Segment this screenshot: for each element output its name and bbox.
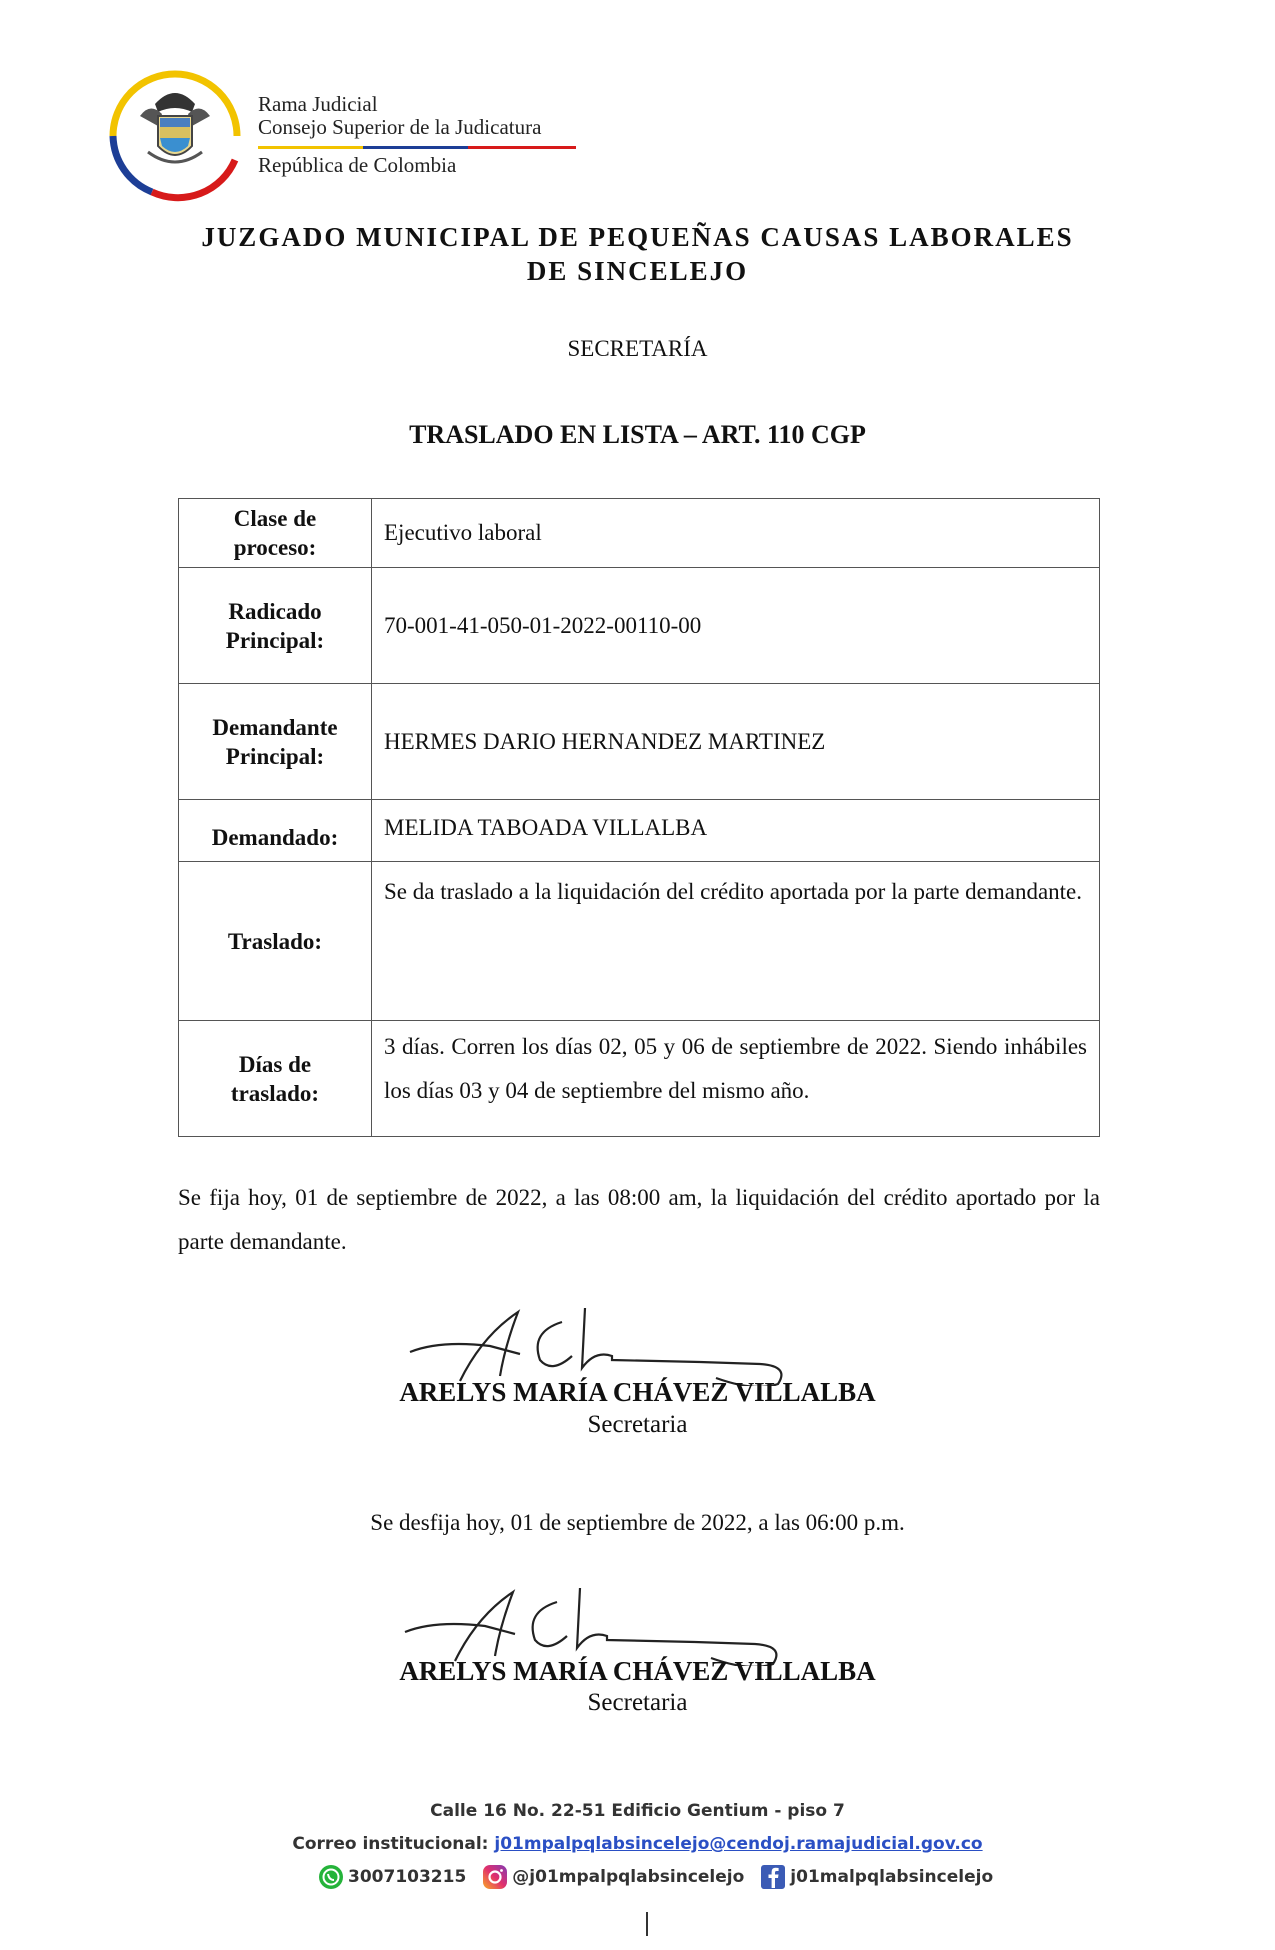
row-label: Demandado:	[179, 800, 372, 862]
logo-tricolor-rule	[258, 146, 576, 149]
secretaria-heading: SECRETARÍA	[567, 336, 708, 361]
logo-line-consejo-superior: Consejo Superior de la Judicatura	[258, 115, 542, 139]
logo-line-rama-judicial: Rama Judicial	[258, 92, 378, 116]
row-label: Días de traslado:	[179, 1021, 372, 1137]
case-info-table	[178, 498, 1100, 1137]
table-row	[179, 499, 1100, 568]
signer-name: ARELYS MARÍA CHÁVEZ VILLALBA	[399, 1377, 876, 1407]
footer-address: Calle 16 No. 22-51 Edificio Gentium - piso 7	[430, 1801, 845, 1821]
signer-role: Secretaria	[587, 1411, 688, 1438]
rama-judicial-logo	[100, 64, 250, 204]
instagram-icon	[482, 1864, 508, 1890]
table-row	[179, 862, 1100, 1021]
fija-paragraph: Se fija hoy, 01 de septiembre de 2022, a las 08:00 am, la liquidación del crédito aportado por la parte demandante.	[178, 1185, 1100, 1254]
footer-social-row	[318, 1862, 1009, 1892]
row-label: Demandante Principal:	[179, 684, 372, 800]
facebook-handle: j01malpqlabsincelejo	[790, 1867, 994, 1887]
coat-of-arms-icon	[140, 93, 210, 162]
page-marker	[646, 1912, 648, 1936]
footer-email-line	[0, 1834, 1275, 1854]
table-row	[179, 684, 1100, 800]
row-label: Radicado Principal:	[179, 568, 372, 684]
whatsapp-number: 3007103215	[348, 1867, 467, 1887]
desfija-paragraph: Se desfija hoy, 01 de septiembre de 2022, a las 06:00 p.m.	[370, 1510, 905, 1535]
row-value: 70-001-41-050-01-2022-00110-00	[372, 568, 1100, 684]
instagram-handle: @j01mpalpqlabsincelejo	[512, 1867, 745, 1887]
row-value: 3 días. Corren los días 02, 05 y 06 de septiembre de 2022. Siendo inhábiles los días 03 y 04 de septiembre del mismo año.	[372, 1021, 1100, 1137]
footer-email-label: Correo institucional:	[292, 1834, 489, 1854]
row-value: HERMES DARIO HERNANDEZ MARTINEZ	[372, 684, 1100, 800]
table-row	[179, 568, 1100, 684]
signature-2	[395, 1576, 835, 1666]
row-value: Ejecutivo laboral	[372, 499, 1100, 568]
logo-line-republica: República de Colombia	[258, 153, 457, 177]
whatsapp-icon	[318, 1864, 344, 1890]
facebook-icon	[760, 1864, 786, 1890]
court-name-line1: JUZGADO MUNICIPAL DE PEQUEÑAS CAUSAS LABORALES	[201, 222, 1074, 252]
table-row	[179, 1021, 1100, 1137]
signature-1	[400, 1296, 840, 1386]
signer-name: ARELYS MARÍA CHÁVEZ VILLALBA	[399, 1656, 876, 1686]
row-value: Se da traslado a la liquidación del crédito aportada por la parte demandante.	[372, 862, 1100, 1021]
row-label: Traslado:	[179, 862, 372, 1021]
document-title: TRASLADO EN LISTA – ART. 110 CGP	[409, 420, 866, 449]
court-name-line2: DE SINCELEJO	[526, 256, 749, 286]
signer-role: Secretaria	[587, 1689, 688, 1716]
footer-email-link[interactable]: j01mpalpqlabsincelejo@cendoj.ramajudicial.gov.co	[494, 1834, 983, 1854]
row-label: Clase de proceso:	[179, 499, 372, 568]
table-row	[179, 800, 1100, 862]
row-value: MELIDA TABOADA VILLALBA	[372, 800, 1100, 862]
